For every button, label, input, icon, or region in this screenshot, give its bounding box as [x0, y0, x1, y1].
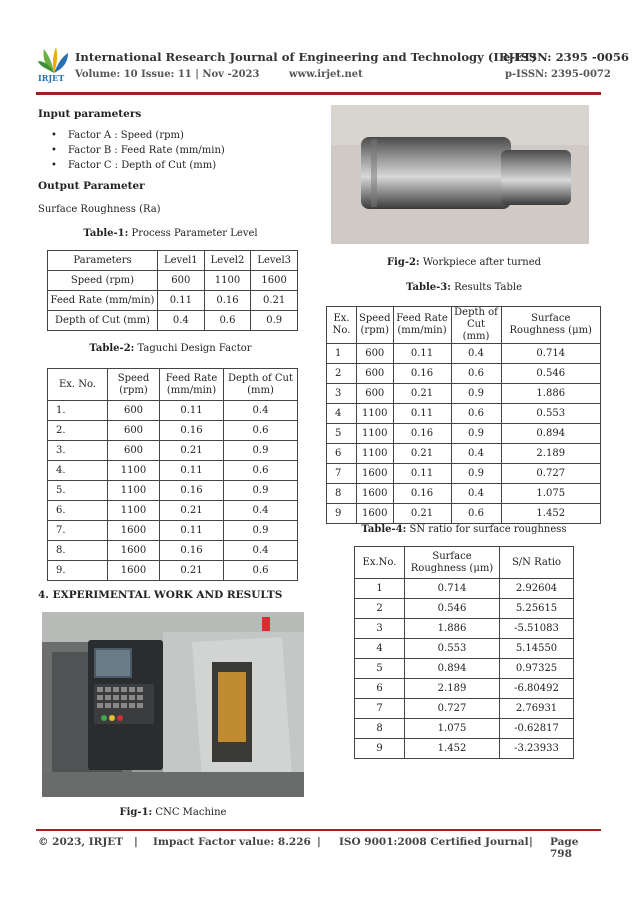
- table-header: Parameters: [48, 251, 158, 271]
- table-row: [327, 484, 601, 504]
- table-cell: 0.16: [393, 364, 451, 384]
- table-header: Ex.No.: [355, 547, 405, 579]
- table-cell: 9: [327, 504, 357, 524]
- table-row: [48, 501, 298, 521]
- table-header: Ex. No.: [48, 369, 108, 401]
- sn-ratio-table: [354, 546, 574, 759]
- table-cell: 3: [327, 384, 357, 404]
- table-cell: 1.452: [405, 739, 500, 759]
- table-cell: 8.: [48, 541, 108, 561]
- table-cell: 0.9: [224, 481, 298, 501]
- table-cell: 0.11: [393, 404, 451, 424]
- table-cell: 0.16: [393, 424, 451, 444]
- pissn: p-ISSN: 2395-0072: [505, 69, 611, 80]
- table-cell: 0.16: [160, 421, 224, 441]
- table-cell: 0.6: [224, 561, 298, 581]
- table-header: S/N Ratio: [500, 547, 574, 579]
- table-cell: 0.9: [451, 424, 501, 444]
- table-header: Feed Rate (mm/min): [393, 307, 451, 344]
- table4-title: SN ratio for surface roughness: [406, 524, 567, 535]
- table-row: [327, 424, 601, 444]
- footer-page-number: Page 798: [550, 836, 579, 860]
- table-cell: 1.075: [501, 484, 601, 504]
- results-table: [326, 306, 601, 524]
- table-cell: 0.21: [393, 504, 451, 524]
- footer-separator: |: [529, 836, 533, 848]
- table-cell: 7: [355, 699, 405, 719]
- footer-copyright: © 2023, IRJET: [38, 836, 124, 848]
- factor-list: [38, 128, 298, 173]
- table-cell: 1100: [357, 444, 394, 464]
- table-cell: 600: [108, 441, 160, 461]
- table-cell: 600: [357, 384, 394, 404]
- table-cell: 7.: [48, 521, 108, 541]
- journal-title: [75, 50, 631, 64]
- table-cell: 3: [355, 619, 405, 639]
- table-row: [355, 659, 574, 679]
- fig2-caption: [331, 257, 597, 268]
- workpiece-image: [331, 105, 589, 244]
- table-cell: 2.92604: [500, 579, 574, 599]
- header-rule: [36, 92, 601, 95]
- table-cell: 0.11: [393, 464, 451, 484]
- table4-label: Table-4:: [361, 524, 407, 535]
- output-parameter-heading: Output Parameter: [38, 180, 145, 192]
- table-cell: 0.6: [224, 461, 298, 481]
- table-cell: 0.9: [451, 464, 501, 484]
- table-cell: 0.21: [251, 291, 298, 311]
- table1-label: Table-1:: [83, 228, 129, 239]
- input-parameters-heading: Input parameters: [38, 108, 142, 120]
- table-row: [355, 699, 574, 719]
- table-cell: 0.11: [160, 521, 224, 541]
- table-row: [355, 619, 574, 639]
- table-row: [48, 541, 298, 561]
- table-header: Level2: [204, 251, 251, 271]
- table-cell: 1.452: [501, 504, 601, 524]
- table-header: Depth of Cut (mm): [224, 369, 298, 401]
- table-cell: 0.9: [224, 441, 298, 461]
- process-parameter-table: [47, 250, 298, 331]
- table-row: [355, 599, 574, 619]
- table-cell: 0.714: [405, 579, 500, 599]
- table-cell: 1600: [357, 464, 394, 484]
- table-cell: 5: [327, 424, 357, 444]
- table-cell: 0.16: [160, 481, 224, 501]
- table-cell: -5.51083: [500, 619, 574, 639]
- table-row: [327, 404, 601, 424]
- table-row: [327, 504, 601, 524]
- table-cell: 600: [357, 364, 394, 384]
- table4-caption: [331, 524, 597, 535]
- footer-iso: ISO 9001:2008 Certified Journal: [339, 836, 529, 848]
- table-cell: 1: [327, 344, 357, 364]
- table-cell: 6: [355, 679, 405, 699]
- table-cell: 0.4: [451, 444, 501, 464]
- table-cell: 5.25615: [500, 599, 574, 619]
- table-cell: 600: [108, 401, 160, 421]
- table-cell: 9: [355, 739, 405, 759]
- table-header: Level3: [251, 251, 298, 271]
- table-row: [355, 579, 574, 599]
- table-cell: 0.21: [160, 501, 224, 521]
- fig2-label: Fig-2:: [386, 257, 420, 268]
- journal-title-text: International Research Journal of Engineering and Technology (IRJET): [75, 50, 537, 64]
- table-cell: 2.76931: [500, 699, 574, 719]
- table-header: Speed (rpm): [108, 369, 160, 401]
- table-cell: 0.9: [251, 311, 298, 331]
- table2-label: Table-2:: [89, 343, 135, 354]
- table-row: [48, 271, 298, 291]
- table-cell: 0.11: [158, 291, 205, 311]
- table-header: Depth of Cut (mm): [451, 307, 501, 344]
- table-cell: 8: [355, 719, 405, 739]
- table-cell: 0.11: [393, 344, 451, 364]
- table-cell: 0.546: [405, 599, 500, 619]
- table-cell: 0.4: [224, 541, 298, 561]
- footer-separator: |: [134, 836, 138, 848]
- table3-caption: [331, 282, 597, 293]
- cnc-machine-photo: [42, 612, 304, 797]
- table-cell: 0.553: [405, 639, 500, 659]
- table-cell: 9.: [48, 561, 108, 581]
- table-cell: 2: [355, 599, 405, 619]
- table-header: Feed Rate (mm/min): [160, 369, 224, 401]
- table-cell: 8: [327, 484, 357, 504]
- table-cell: 0.727: [501, 464, 601, 484]
- table-cell: 0.9: [224, 521, 298, 541]
- table-cell: 0.21: [393, 384, 451, 404]
- list-item: • Factor B : Feed Rate (mm/min): [38, 143, 298, 158]
- table-cell: 1100: [108, 501, 160, 521]
- fig1-title: CNC Machine: [152, 807, 227, 818]
- table-row: [48, 311, 298, 331]
- section-heading: 4. EXPERIMENTAL WORK AND RESULTS: [38, 589, 283, 601]
- table-row: [48, 561, 298, 581]
- table2-caption: [38, 343, 303, 354]
- table-cell: 4: [327, 404, 357, 424]
- table-cell: 2.189: [501, 444, 601, 464]
- table-row: [355, 679, 574, 699]
- volume-issue: Volume: 10 Issue: 11 | Nov -2023: [75, 69, 260, 80]
- table-cell: 1100: [357, 404, 394, 424]
- workpiece-photo: [331, 105, 589, 244]
- table-row: [327, 364, 601, 384]
- table-cell: 0.21: [160, 561, 224, 581]
- table-cell: 7: [327, 464, 357, 484]
- table-cell: Speed (rpm): [48, 271, 158, 291]
- fig1-caption: [42, 807, 304, 818]
- leaf-logo-icon: [36, 45, 72, 75]
- table-cell: 600: [357, 344, 394, 364]
- table-cell: 0.894: [501, 424, 601, 444]
- list-item: • Factor C : Depth of Cut (mm): [38, 158, 298, 173]
- table-cell: 1600: [108, 541, 160, 561]
- table-cell: 0.11: [160, 401, 224, 421]
- table-cell: 600: [108, 421, 160, 441]
- table-cell: 3.: [48, 441, 108, 461]
- table-cell: 1600: [357, 504, 394, 524]
- table-cell: 0.4: [451, 484, 501, 504]
- table2-title: Taguchi Design Factor: [134, 343, 252, 354]
- fig1-label: Fig-1:: [119, 807, 153, 818]
- table-header: Surface Roughness (μm): [405, 547, 500, 579]
- table-cell: 4.: [48, 461, 108, 481]
- table-cell: 1100: [204, 271, 251, 291]
- table-cell: 0.6: [451, 364, 501, 384]
- table-cell: 0.6: [204, 311, 251, 331]
- table-row: [48, 291, 298, 311]
- table-row: [48, 521, 298, 541]
- table-cell: 0.97325: [500, 659, 574, 679]
- table-cell: 1.075: [405, 719, 500, 739]
- output-parameter-value: Surface Roughness (Ra): [38, 204, 161, 215]
- table-cell: 4: [355, 639, 405, 659]
- table-cell: 5.: [48, 481, 108, 501]
- table-row: [327, 464, 601, 484]
- table-cell: 0.553: [501, 404, 601, 424]
- footer-rule: [36, 829, 601, 831]
- cnc-machine-image: [42, 612, 304, 797]
- table-row: [48, 461, 298, 481]
- table-cell: 0.6: [451, 504, 501, 524]
- table-row: [355, 739, 574, 759]
- table-row: [355, 639, 574, 659]
- table-cell: 0.4: [451, 344, 501, 364]
- table-cell: 6.: [48, 501, 108, 521]
- table-cell: 1.886: [501, 384, 601, 404]
- table-row: [48, 421, 298, 441]
- table-cell: 6: [327, 444, 357, 464]
- table-cell: 0.16: [393, 484, 451, 504]
- table-cell: 5.14550: [500, 639, 574, 659]
- logo-text: IRJET: [38, 73, 65, 83]
- table-header: Surface Roughness (μm): [501, 307, 601, 344]
- table-cell: Feed Rate (mm/min): [48, 291, 158, 311]
- table-cell: 1600: [108, 521, 160, 541]
- table-cell: 2.: [48, 421, 108, 441]
- table-header: Level1: [158, 251, 205, 271]
- table-cell: 0.714: [501, 344, 601, 364]
- list-item: • Factor A : Speed (rpm): [38, 128, 298, 143]
- table-cell: 0.4: [224, 501, 298, 521]
- table-row: [327, 344, 601, 364]
- table-row: [48, 441, 298, 461]
- table3-label: Table-3:: [405, 282, 451, 293]
- table-header: Speed (rpm): [357, 307, 394, 344]
- table-cell: 1600: [108, 561, 160, 581]
- table-cell: 0.4: [224, 401, 298, 421]
- table-cell: 0.21: [393, 444, 451, 464]
- table-cell: 0.4: [158, 311, 205, 331]
- footer-impact-factor: Impact Factor value: 8.226: [153, 836, 311, 848]
- table-cell: 0.6: [224, 421, 298, 441]
- table-cell: 1.: [48, 401, 108, 421]
- table3-title: Results Table: [450, 282, 523, 293]
- table-cell: 0.16: [204, 291, 251, 311]
- table-cell: 1600: [357, 484, 394, 504]
- table-cell: 2.189: [405, 679, 500, 699]
- table-row: [355, 719, 574, 739]
- footer-separator: |: [317, 836, 321, 848]
- table-cell: 0.9: [451, 384, 501, 404]
- table-cell: 0.894: [405, 659, 500, 679]
- table-cell: 0.11: [160, 461, 224, 481]
- table-row: [327, 444, 601, 464]
- table-cell: 1600: [251, 271, 298, 291]
- table-cell: Depth of Cut (mm): [48, 311, 158, 331]
- table-cell: -3.23933: [500, 739, 574, 759]
- page-footer: [38, 836, 603, 860]
- table1-caption: [38, 228, 303, 239]
- table-cell: -6.80492: [500, 679, 574, 699]
- table-cell: 600: [158, 271, 205, 291]
- website-link[interactable]: www.irjet.net: [289, 69, 363, 80]
- table-cell: 1: [355, 579, 405, 599]
- table-row: [327, 384, 601, 404]
- table-row: [48, 401, 298, 421]
- table-cell: 1100: [108, 461, 160, 481]
- table-cell: 0.21: [160, 441, 224, 461]
- table-cell: 0.16: [160, 541, 224, 561]
- table-cell: -0.62817: [500, 719, 574, 739]
- table-header: Ex. No.: [327, 307, 357, 344]
- table-cell: 0.6: [451, 404, 501, 424]
- table-row: [48, 481, 298, 501]
- table-cell: 0.727: [405, 699, 500, 719]
- fig2-title: Workpiece after turned: [419, 257, 542, 268]
- table-cell: 0.546: [501, 364, 601, 384]
- table-cell: 1100: [108, 481, 160, 501]
- table-cell: 5: [355, 659, 405, 679]
- table-cell: 2: [327, 364, 357, 384]
- eissn: e-ISSN: 2395 -0056: [503, 50, 629, 64]
- table1-title: Process Parameter Level: [128, 228, 258, 239]
- taguchi-design-table: [47, 368, 298, 581]
- table-cell: 1.886: [405, 619, 500, 639]
- table-cell: 1100: [357, 424, 394, 444]
